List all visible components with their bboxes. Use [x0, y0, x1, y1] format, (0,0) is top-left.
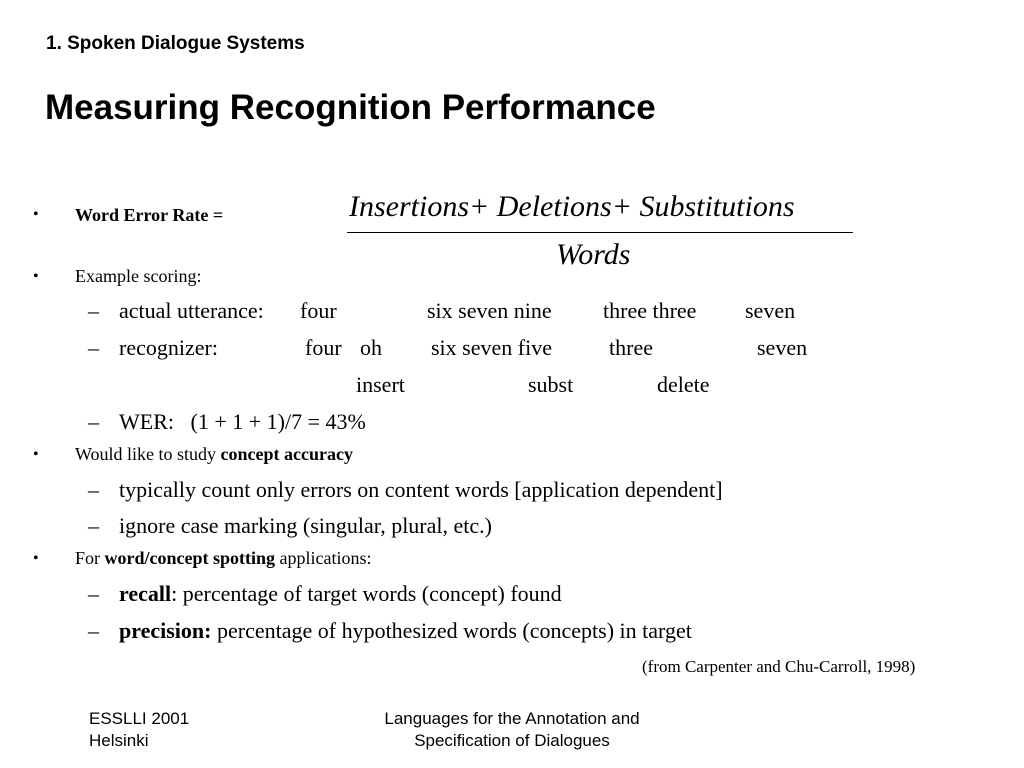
concept-sub-item: ignore case marking (singular, plural, etc.) [119, 513, 492, 538]
annotation-subst: subst [528, 372, 574, 397]
bullet-marker: • [33, 206, 39, 223]
actual-word: seven [745, 298, 796, 323]
concept-bold: concept accuracy [220, 444, 353, 464]
dash-marker: – [88, 409, 99, 434]
section-heading: 1. Spoken Dialogue Systems [46, 33, 305, 54]
annotation-delete: delete [657, 372, 710, 397]
actual-label: actual utterance: [119, 298, 264, 323]
actual-word: four [300, 298, 337, 323]
recognizer-word: six seven five [431, 335, 552, 360]
recognizer-word: three [609, 335, 653, 360]
fraction-bar [347, 232, 853, 233]
recognizer-word: four [305, 335, 342, 360]
spotting-bold: word/concept spotting [104, 548, 276, 568]
recognizer-label: recognizer: [119, 335, 218, 360]
example-label: Example scoring: [75, 266, 202, 286]
footer-course-line2: Specification of Dialogues [414, 731, 610, 750]
recall-item [119, 581, 562, 607]
footer-course-line1: Languages for the Annotation and [384, 709, 640, 728]
spotting-suffix: applications: [275, 548, 372, 568]
dash-marker: – [88, 581, 99, 606]
formula-denominator: Words [556, 238, 631, 271]
dash-marker: – [88, 298, 99, 323]
recall-text: : percentage of target words (concept) found [171, 581, 562, 606]
footer-center [352, 708, 672, 752]
spotting-bullet [75, 548, 372, 569]
footer-event: ESSLLI 2001 [89, 709, 190, 728]
precision-item [119, 618, 692, 644]
footer-location: Helsinki [89, 731, 149, 750]
recognizer-word: oh [360, 335, 382, 360]
concept-bullet [75, 444, 353, 465]
dash-marker: – [88, 618, 99, 643]
dash-marker: – [88, 477, 99, 502]
recognizer-word: seven [757, 335, 808, 360]
footer-left [89, 708, 189, 752]
dash-marker: – [88, 335, 99, 360]
bullet-marker: • [33, 550, 39, 567]
recall-term: recall [119, 581, 172, 606]
precision-term: precision: [119, 618, 212, 643]
concept-prefix: Would like to study [75, 444, 221, 464]
spotting-prefix: For [75, 548, 105, 568]
precision-text: percentage of hypothesized words (concepts) in target [211, 618, 692, 643]
wer-label: Word Error Rate = [75, 205, 224, 225]
bullet-marker: • [33, 268, 39, 285]
bullet-marker: • [33, 446, 39, 463]
concept-sub-item: typically count only errors on content words [application dependent] [119, 477, 723, 502]
actual-word: six seven nine [427, 298, 552, 323]
dash-marker: – [88, 513, 99, 538]
formula-numerator: Insertions+ Deletions+ Substitutions [349, 190, 795, 223]
slide-title: Measuring Recognition Performance [45, 88, 656, 127]
actual-word: three three [603, 298, 697, 323]
annotation-insert: insert [356, 372, 405, 397]
citation: (from Carpenter and Chu-Carroll, 1998) [642, 657, 916, 676]
wer-calculation: WER: (1 + 1 + 1)/7 = 43% [119, 409, 366, 434]
